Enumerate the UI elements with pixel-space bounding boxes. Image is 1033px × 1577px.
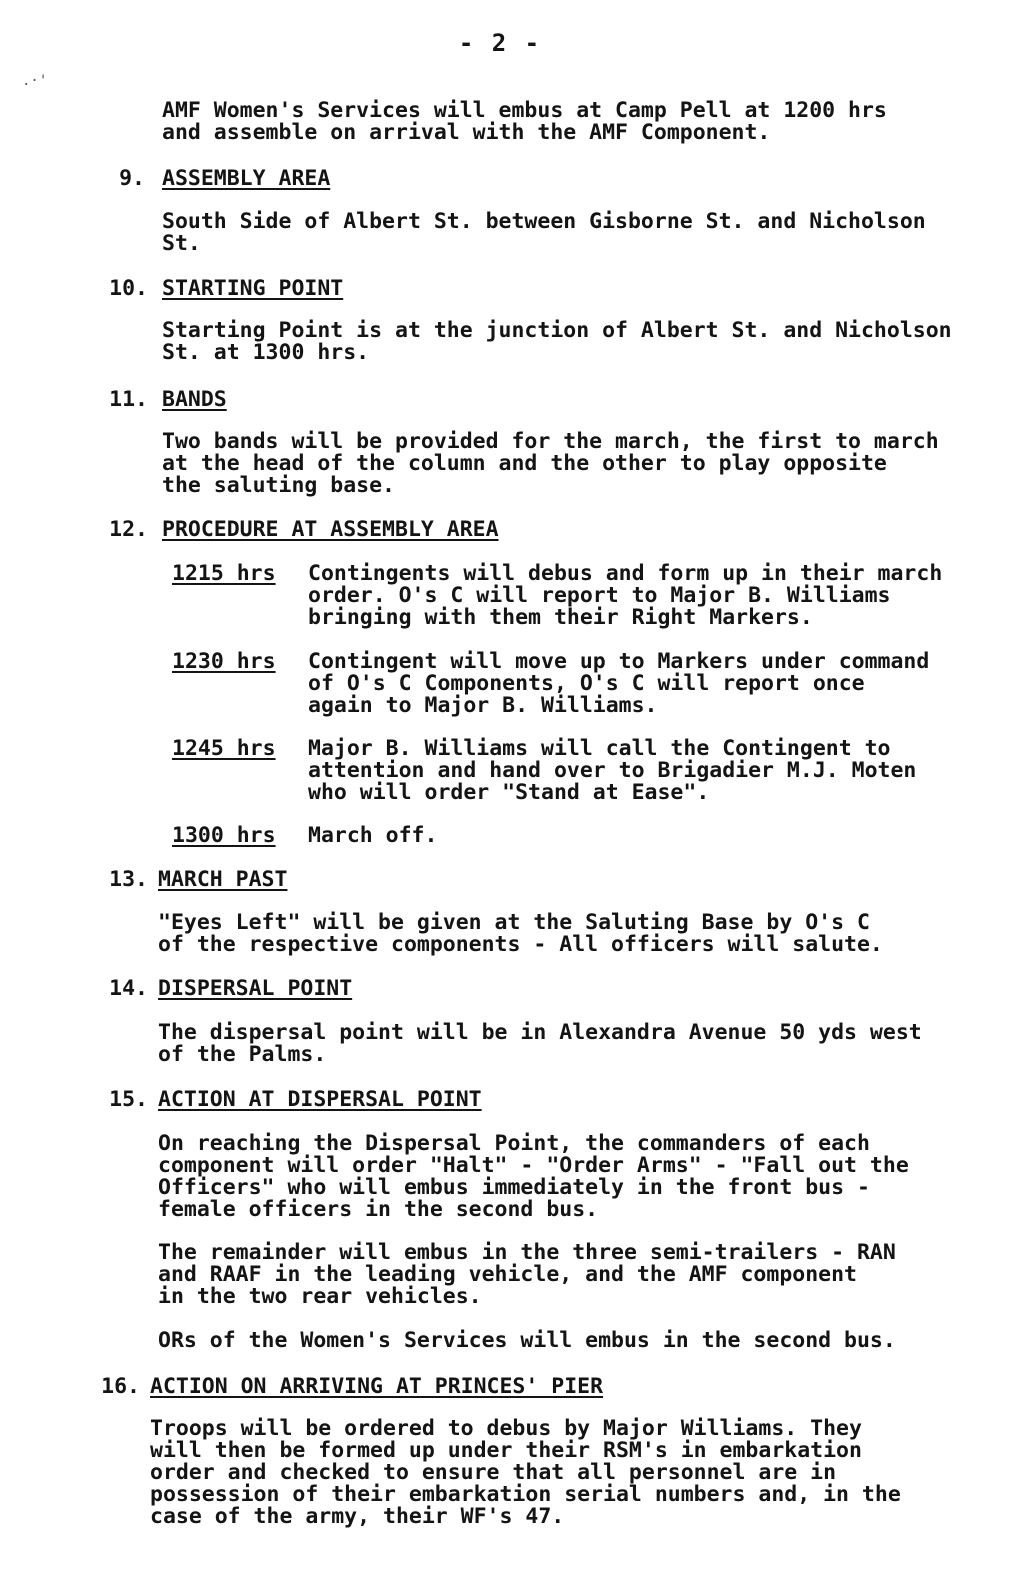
- procedure-time-1230: 1230 hrs: [172, 649, 276, 674]
- procedure-text-1245: Major B. Williams will call the Contingent to attention and hand over to Brigadier M.J. Moten who will order "Stand at Ease".: [308, 736, 917, 805]
- section-11-body: Two bands will be provided for the march, the first to march at the head of the column and the other to play opposite the saluting base.: [162, 429, 939, 498]
- stray-mark: .·': [22, 73, 48, 89]
- procedure-time-1300: 1300 hrs: [172, 823, 276, 848]
- section-10-body: Starting Point is at the junction of Albert St. and Nicholson St. at 1300 hrs.: [162, 318, 952, 365]
- procedure-text-1230: Contingent will move up to Markers under command of O's C Components, O's C will report once again to Major B. Williams.: [308, 649, 930, 718]
- section-16-body: Troops will be ordered to debus by Major Williams. They will then be formed up under their RSM's in embarkation order and checked to ensure that all personnel are in possession of their embarkation serial numbers and, in the case of the army, their WF's 47.: [150, 1416, 901, 1529]
- procedure-text-1300: March off.: [308, 823, 438, 848]
- procedure-text-1215: Contingents will debus and form up in their march order. O's C will report to Major B. Williams bringing with them their Right Markers.: [308, 561, 943, 630]
- section-9-number: 9.: [119, 166, 145, 191]
- section-13-number: 13.: [109, 867, 148, 892]
- section-12-number: 12.: [109, 517, 148, 542]
- section-11-number: 11.: [109, 387, 148, 412]
- section-13-heading: MARCH PAST: [158, 867, 288, 892]
- page-number: - 2 -: [458, 29, 542, 57]
- section-9-heading: ASSEMBLY AREA: [162, 166, 331, 191]
- section-11-heading: BANDS: [162, 387, 227, 412]
- procedure-time-1245: 1245 hrs: [172, 736, 276, 761]
- section-16-number: 16.: [101, 1374, 140, 1399]
- section-15-body-3: ORs of the Women's Services will embus in the second bus.: [158, 1328, 896, 1353]
- procedure-time-1215: 1215 hrs: [172, 561, 276, 586]
- section-15-heading: ACTION AT DISPERSAL POINT: [158, 1087, 482, 1112]
- section-10-heading: STARTING POINT: [162, 276, 344, 301]
- intro-paragraph: AMF Women's Services will embus at Camp Pell at 1200 hrs and assemble on arrival with the AMF Component.: [162, 98, 887, 145]
- section-15-body-2: The remainder will embus in the three semi-trailers - RAN and RAAF in the leading vehicle, and the AMF component in the two rear vehicles.: [158, 1240, 896, 1309]
- section-16-heading: ACTION ON ARRIVING AT PRINCES' PIER: [150, 1374, 604, 1399]
- section-14-number: 14.: [109, 976, 148, 1001]
- section-9-body: South Side of Albert St. between Gisborne St. and Nicholson St.: [162, 209, 926, 256]
- section-15-body: On reaching the Dispersal Point, the commanders of each component will order "Halt" - "Order Arms" - "Fall out the Officers" who will embus immediately in the front bus - female officers in the second bus.: [158, 1131, 909, 1222]
- section-14-heading: DISPERSAL POINT: [158, 976, 353, 1001]
- section-12-heading: PROCEDURE AT ASSEMBLY AREA: [162, 517, 499, 542]
- section-14-body: The dispersal point will be in Alexandra Avenue 50 yds west of the Palms.: [158, 1020, 922, 1067]
- section-10-number: 10.: [109, 276, 148, 301]
- section-13-body: "Eyes Left" will be given at the Saluting Base by O's C of the respective components - All officers will salute.: [158, 910, 883, 957]
- section-15-number: 15.: [109, 1087, 148, 1112]
